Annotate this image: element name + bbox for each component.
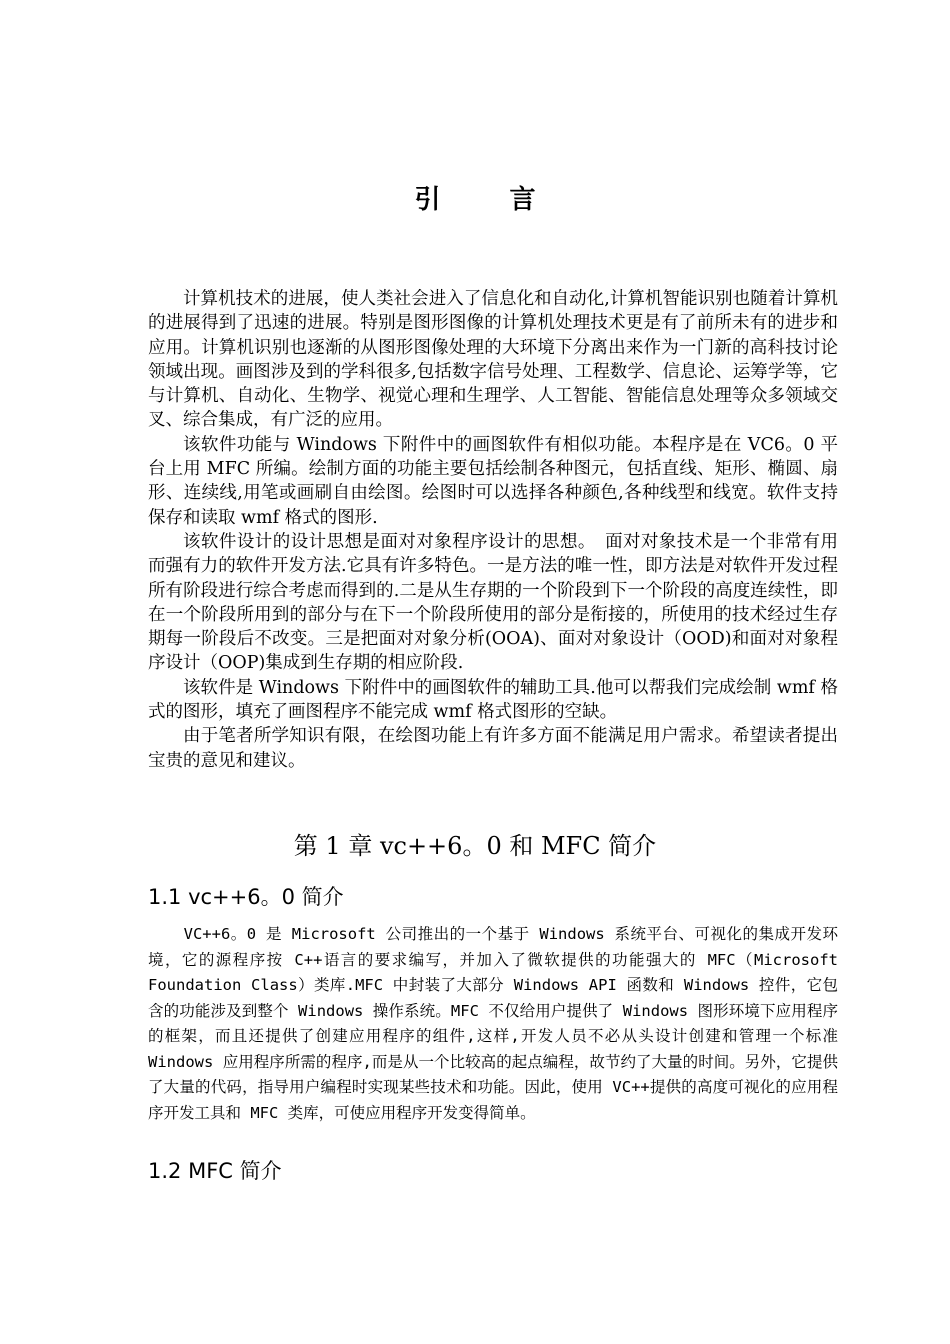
chapter-heading: 第 1 章 vc++6。0 和 MFC 简介	[293, 832, 657, 860]
section-heading-1-2: 1.2 MFC 简介	[148, 1159, 282, 1183]
intro-section	[148, 287, 838, 773]
intro-paragraph: 由于笔者所学知识有限，在绘图功能上有许多方面不能满足用户需求。希望读者提出宝贵的意见和建议。	[148, 726, 838, 771]
intro-paragraph: 计算机技术的进展，使人类社会进入了信息化和自动化,计算机智能识别也随着计算机的进展得到了迅速的进展。特别是图形图像的计算机处理技术更是有了前所未有的进步和应用。计算机识别也逐渐的从图形图像处理的大环境下分离出来作为一门新的高科技讨论领域出现。画图涉及到的学科很多,包括数字信号处理、工程数学、信息论、运筹学等，它与计算机、自动化、生物学、视觉心理和生理学、人工智能、智能信息处理等众多领域交叉、综合集成，有广泛的应用。	[148, 289, 838, 431]
intro-paragraph: 该软件是 Windows 下附件中的画图软件的辅助工具.他可以帮我们完成绘制 wmf 格式的图形，填充了画图程序不能完成 wmf 格式图形的空缺。	[148, 677, 838, 723]
intro-paragraph: 该软件设计的设计思想是面对对象程序设计的思想。 面对对象技术是一个非常有用而强有力的软件开发方法.它具有许多特色。一是方法的唯一性，即方法是对软件开发过程所有阶段进行综合考虑而得到的.二是从生存期的一个阶段到下一个阶段的高度连续性，即在一个阶段所用到的部分与在下一个阶段所使用的部分是衔接的，所使用的技术经过生存期每一阶段后不改变。三是把面对对象分析(OOA)、面对对象设计（OOD)和面对对象程序设计（OOP)集成到生存期的相应阶段.	[148, 531, 838, 674]
section-paragraph: VC++6。0 是 Microsoft 公司推出的一个基于 Windows 系统平台、可视化的集成开发环境，它的源程序按 C++语言的要求编写，并加入了微软提供的功能强大的 MFC（Microsoft Foundation Class）类库.MFC 中封装了大部分 Windows API 函数和 Windows 控件，它包含的功能涉及到整个 Windows 操作系统。MFC 不仅给用户提供了 Windows 图形环境下应用程序的框架，而且还提供了创建应用程序的组件,这样,开发人员不必从头设计创建和管理一个标准 Windows 应用程序所需的程序,而是从一个比较高的起点编程，故节约了大量的时间。另外，它提供了大量的代码，指导用户编程时实现某些技术和功能。因此，使用 VC++提供的高度可视化的应用程序开发工具和 MFC 类库，可使应用程序开发变得简单。	[148, 925, 838, 1122]
section-1-1-body	[148, 922, 838, 1126]
intro-paragraph: 该软件功能与 Windows 下附件中的画图软件有相似功能。本程序是在 VC6。0 平台上用 MFC 所编。绘制方面的功能主要包括绘制各种图元，包括直线、矩形、椭圆、扇形、连续线,用笔或画刷自由绘图。绘图时可以选择各种颜色,各种线型和线宽。软件支持保存和读取 wmf 格式的图形.	[148, 434, 838, 528]
section-heading-1-1: 1.1 vc++6。0 简介	[148, 885, 344, 909]
page-title: 引 言	[414, 185, 566, 215]
